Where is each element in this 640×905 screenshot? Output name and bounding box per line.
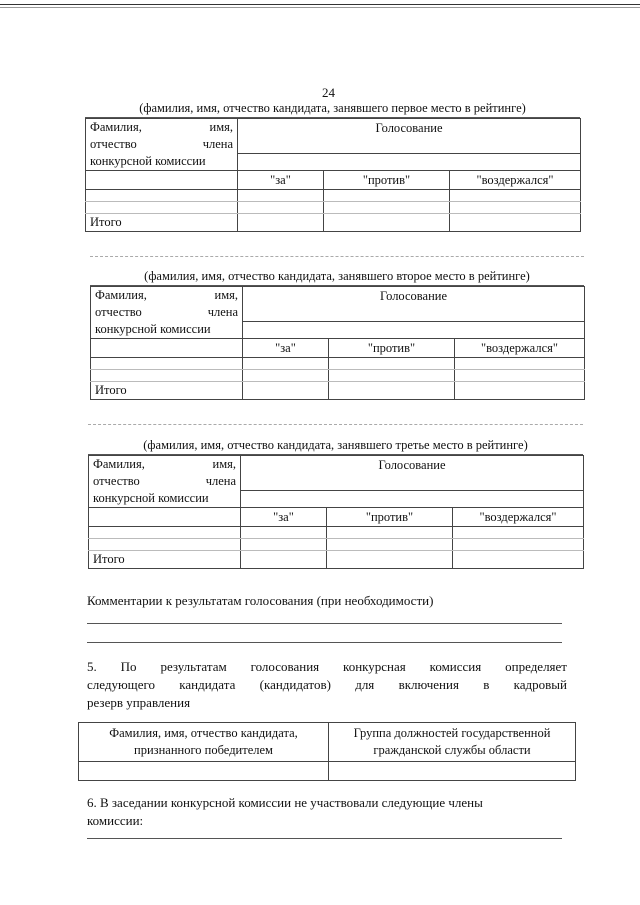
winner-name-header: Фамилия, имя, отчество кандидата, признанного победителем bbox=[79, 723, 329, 762]
member-header-cell bbox=[91, 287, 243, 339]
comments-label: Комментарии к результатам голосования (при необходимости) bbox=[87, 593, 434, 608]
option-against: "против" bbox=[324, 171, 450, 190]
member-header-word: Фамилия, bbox=[90, 120, 142, 134]
section6-line1: 6. В заседании конкурсной комиссии не участвовали следующие члены bbox=[87, 795, 483, 810]
blank-row-cell bbox=[91, 358, 243, 370]
option-against: "против" bbox=[329, 339, 455, 358]
member-header-word: члена bbox=[205, 474, 236, 488]
total-label: Итого bbox=[86, 214, 238, 232]
comment-line bbox=[87, 623, 562, 624]
dashed-rule bbox=[88, 424, 583, 425]
blank-row-cell bbox=[89, 527, 241, 539]
total-label: Итого bbox=[89, 551, 241, 569]
member-header-word: имя, bbox=[214, 288, 238, 302]
blank-row-cell bbox=[91, 370, 243, 382]
blank-row-cell bbox=[86, 202, 238, 214]
vote-header: Голосование bbox=[238, 119, 581, 154]
member-name-cell bbox=[89, 508, 241, 527]
member-header-word: отчество bbox=[90, 137, 137, 151]
vote-header: Голосование bbox=[241, 456, 584, 491]
vote-header-spacer bbox=[238, 154, 581, 171]
scan-top-edge-shadow bbox=[0, 7, 640, 8]
option-abstain: "воздержался" bbox=[455, 339, 585, 358]
member-header-word: конкурсной комиссии bbox=[90, 154, 206, 168]
vote-table bbox=[85, 118, 581, 232]
page-number: 24 bbox=[322, 85, 335, 100]
member-header-word: имя, bbox=[209, 120, 233, 134]
option-abstain: "воздержался" bbox=[450, 171, 581, 190]
member-header-word: отчество bbox=[93, 474, 140, 488]
vote-header: Голосование bbox=[243, 287, 585, 322]
vote-block-3 bbox=[88, 424, 583, 574]
position-group-cell bbox=[329, 762, 576, 781]
dashed-rule bbox=[90, 256, 584, 257]
member-name-cell bbox=[86, 171, 238, 190]
option-for: "за" bbox=[243, 339, 329, 358]
section6-line2: комиссии: bbox=[87, 813, 144, 828]
option-for: "за" bbox=[241, 508, 327, 527]
total-label: Итого bbox=[91, 382, 243, 400]
member-header-cell bbox=[89, 456, 241, 508]
candidate-caption: (фамилия, имя, отчество кандидата, занявшего первое место в рейтинге) bbox=[139, 101, 526, 115]
member-name-cell bbox=[91, 339, 243, 358]
position-group-header: Группа должностей государственной гражданской службы области bbox=[329, 723, 576, 762]
absent-members-line bbox=[87, 838, 562, 839]
comment-line bbox=[87, 642, 562, 643]
member-header-word: члена bbox=[202, 137, 233, 151]
vote-header-spacer bbox=[243, 322, 585, 339]
candidate-caption: (фамилия, имя, отчество кандидата, занявшего третье место в рейтинге) bbox=[143, 438, 528, 452]
option-against: "против" bbox=[327, 508, 453, 527]
vote-table bbox=[90, 286, 585, 400]
vote-block-1 bbox=[85, 100, 580, 240]
winners-table bbox=[78, 722, 576, 781]
member-header-word: Фамилия, bbox=[95, 288, 147, 302]
vote-table bbox=[88, 455, 584, 569]
blank-row-cell bbox=[86, 190, 238, 202]
member-header-word: имя, bbox=[212, 457, 236, 471]
section5-line1: 5. По результатам голосования конкурсная комиссия определяет bbox=[87, 659, 567, 674]
member-header-word: отчество bbox=[95, 305, 142, 319]
member-header-word: Фамилия, bbox=[93, 457, 145, 471]
winner-name-cell bbox=[79, 762, 329, 781]
blank-row-cell bbox=[89, 539, 241, 551]
section5-line2: следующего кандидата (кандидатов) для включения в кадровый bbox=[87, 677, 567, 692]
vote-block-2 bbox=[90, 256, 584, 411]
option-abstain: "воздержался" bbox=[453, 508, 584, 527]
option-for: "за" bbox=[238, 171, 324, 190]
vote-header-spacer bbox=[241, 491, 584, 508]
member-header-cell bbox=[86, 119, 238, 171]
member-header-word: конкурсной комиссии bbox=[95, 322, 211, 336]
section5-line3: резерв управления bbox=[87, 695, 191, 710]
member-header-word: члена bbox=[207, 305, 238, 319]
scan-top-edge bbox=[0, 4, 640, 5]
candidate-caption: (фамилия, имя, отчество кандидата, занявшего второе место в рейтинге) bbox=[144, 269, 530, 283]
member-header-word: конкурсной комиссии bbox=[93, 491, 209, 505]
